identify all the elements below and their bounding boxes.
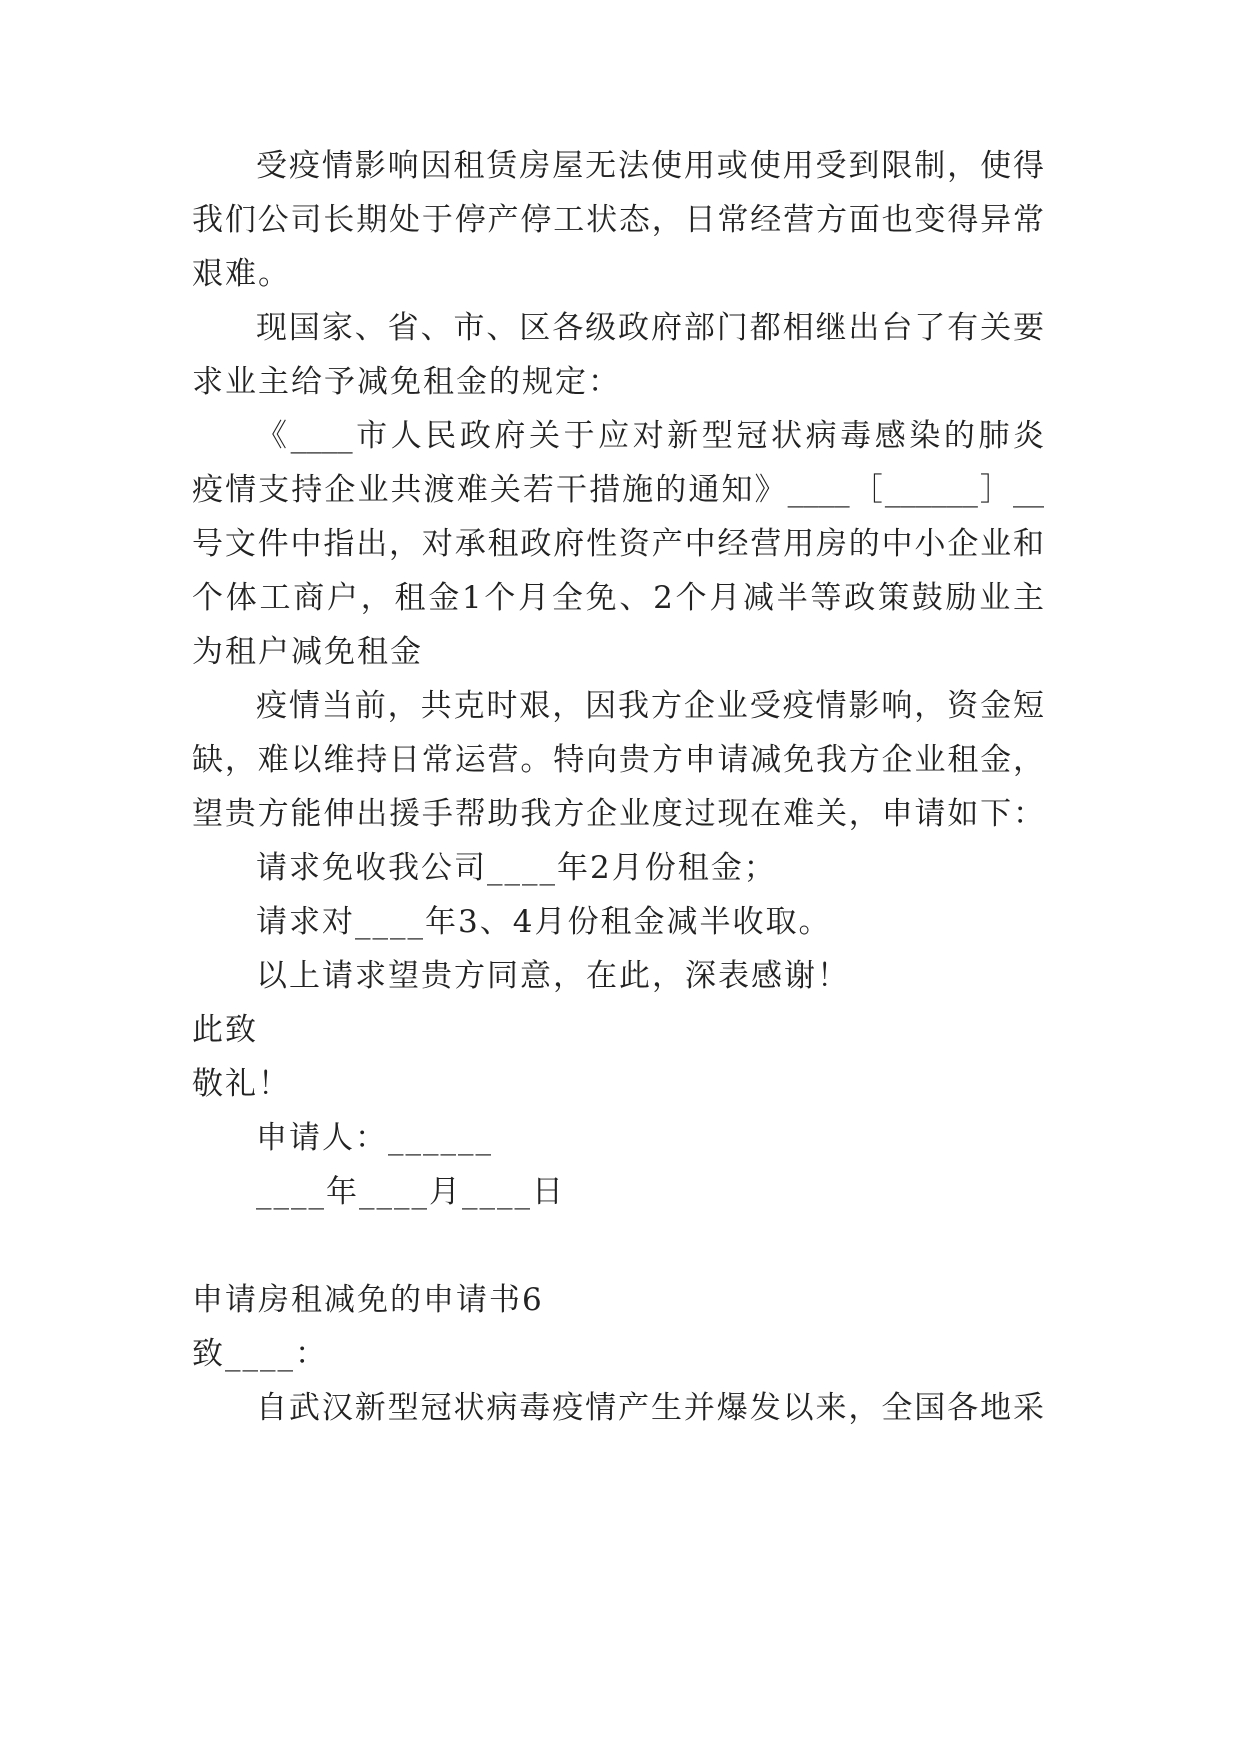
paragraph-line: 个体工商户，租金1个月全免、2个月减半等政策鼓励业主 <box>192 580 1044 616</box>
paragraph-line: 望贵方能伸出援手帮助我方企业度过现在难关，申请如下： <box>192 796 1044 832</box>
applicant-field: 申请人：______ <box>256 1120 493 1156</box>
paragraph-line: 自武汉新型冠状病毒疫情产生并爆发以来，全国各地采 <box>256 1390 1044 1426</box>
paragraph-line: 疫情支持企业共渡难关若干措施的通知》____［______］__ <box>192 472 1044 508</box>
recipient-line: 致____： <box>192 1336 328 1372</box>
paragraph-line: 疫情当前，共克时艰，因我方企业受疫情影响，资金短 <box>256 688 1044 724</box>
closing-remark: 以上请求望贵方同意，在此，深表感谢！ <box>256 958 850 994</box>
paragraph-line: 我们公司长期处于停产停工状态，日常经营方面也变得异常 <box>192 202 1044 238</box>
request-item: 请求对____年3、4月份租金减半收取。 <box>256 904 832 940</box>
paragraph-line: 现国家、省、市、区各级政府部门都相继出台了有关要 <box>256 310 1044 346</box>
paragraph-line: 《____市人民政府关于应对新型冠状病毒感染的肺炎 <box>256 418 1044 454</box>
request-item: 请求免收我公司____年2月份租金； <box>256 850 777 886</box>
date-field: ____年____月____日 <box>256 1174 565 1210</box>
paragraph-line: 缺，难以维持日常运营。特向贵方申请减免我方企业租金， <box>192 742 1044 778</box>
section-title: 申请房租减免的申请书6 <box>192 1282 544 1318</box>
paragraph-line: 号文件中指出，对承租政府性资产中经营用房的中小企业和 <box>192 526 1044 562</box>
paragraph-line: 艰难。 <box>192 256 291 292</box>
salutation: 敬礼！ <box>192 1066 291 1102</box>
salutation: 此致 <box>192 1012 258 1048</box>
paragraph-line: 为租户减免租金 <box>192 634 423 670</box>
paragraph-line: 求业主给予减免租金的规定： <box>192 364 621 400</box>
paragraph-line: 受疫情影响因租赁房屋无法使用或使用受到限制，使得 <box>256 148 1044 184</box>
